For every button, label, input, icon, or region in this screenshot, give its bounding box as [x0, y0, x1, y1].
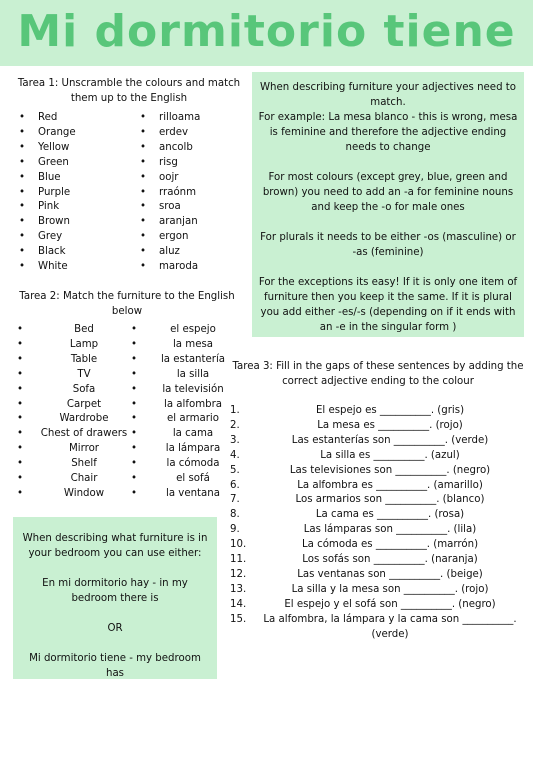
- sentence-text: La silla y la mesa son __________. (rojo): [291, 583, 489, 595]
- sentence-number: 3.: [230, 434, 240, 446]
- note-p2: For example: La mesa blanco - this is wrong, mesa is feminine and therefore the adjective ending needs to change: [258, 112, 518, 153]
- sentence-item: [230, 508, 524, 523]
- sentence-item: [230, 434, 524, 449]
- sentence-number: 12.: [230, 568, 247, 580]
- list-item: • la alfombra: [128, 398, 236, 413]
- task3-heading: Tarea 3: Fill in the gaps of these sentences by adding the correct adjective ending to the colour: [232, 361, 524, 387]
- bedroom-p1: When describing what furniture is in your bedroom you can use either:: [22, 533, 208, 559]
- list-item: • Red: [16, 111, 126, 126]
- sentence-text: La silla es __________. (azul): [320, 449, 460, 461]
- sentence-item: [230, 523, 524, 538]
- list-item: • Mirror: [14, 442, 132, 457]
- list-item: • Carpet: [14, 398, 132, 413]
- sentence-number: 6.: [230, 479, 240, 491]
- list-item: • Yellow: [16, 141, 126, 156]
- note-p4: For plurals it needs to be either -os (masculine) or -as (feminine): [260, 232, 516, 258]
- list-item: • la ventana: [128, 487, 236, 502]
- list-item: • maroda: [137, 260, 247, 275]
- sentence-item: [230, 598, 524, 613]
- sentence-text: Las lámparas son __________. (lila): [303, 524, 477, 536]
- sentence-number: 10.: [230, 539, 247, 551]
- sentence-item: [230, 464, 524, 479]
- sentence-text: Las estanterías son __________. (verde): [291, 434, 489, 446]
- list-item: • la televisión: [128, 383, 236, 398]
- list-item: • Blue: [16, 171, 126, 186]
- list-item: • el armario: [128, 412, 236, 427]
- bedroom-p3: OR: [107, 623, 123, 634]
- list-item: • rraónm: [137, 186, 247, 201]
- list-item: • Purple: [16, 186, 126, 201]
- list-item: • sroa: [137, 200, 247, 215]
- list-item: • TV: [14, 368, 132, 383]
- sentence-item: [230, 613, 524, 643]
- sentence-item: [230, 493, 524, 508]
- note-p1: When describing furniture your adjectives need to match.: [259, 82, 517, 108]
- sentence-number: 13.: [230, 583, 247, 595]
- note-p3: For most colours (except grey, blue, green and brown) you need to add an -a for feminine nouns and keep the -o for male ones: [262, 172, 514, 213]
- list-item: • Chair: [14, 472, 132, 487]
- list-item: • rilloama: [137, 111, 247, 126]
- task3-sentences: [230, 404, 524, 643]
- list-item: • ergon: [137, 230, 247, 245]
- sentence-number: 9.: [230, 524, 240, 536]
- list-item: • la lámpara: [128, 442, 236, 457]
- sentence-text: La mesa es __________. (rojo): [317, 419, 463, 431]
- task2-english-furniture: [14, 323, 132, 502]
- list-item: • erdev: [137, 126, 247, 141]
- sentence-item: [230, 568, 524, 583]
- sentence-number: 7.: [230, 494, 240, 506]
- sentence-number: 11.: [230, 554, 247, 566]
- list-item: • Wardrobe: [14, 412, 132, 427]
- sentence-text: La alfombra es __________. (amarillo): [297, 479, 483, 491]
- page-title: Mi dormitorio tiene: [17, 6, 516, 57]
- task1-english-colours: [16, 111, 126, 275]
- list-item: • Brown: [16, 215, 126, 230]
- list-item: • Orange: [16, 126, 126, 141]
- list-item: • aluz: [137, 245, 247, 260]
- sentence-item: [230, 419, 524, 434]
- list-item: • el espejo: [128, 323, 236, 338]
- list-item: • Sofa: [14, 383, 132, 398]
- sentence-text: La cama es __________. (rosa): [315, 509, 465, 521]
- list-item: • Chest of drawers: [14, 427, 132, 442]
- list-item: • Bed: [14, 323, 132, 338]
- sentence-item: [230, 553, 524, 568]
- list-item: • el sofá: [128, 472, 236, 487]
- sentence-number: 14.: [230, 598, 247, 610]
- list-item: • la cama: [128, 427, 236, 442]
- sentence-text: Los sofás son __________. (naranja): [302, 554, 478, 566]
- task2-heading: Tarea 2: Match the furniture to the English below: [19, 291, 235, 317]
- task1-heading: Tarea 1: Unscramble the colours and match them up to the English: [17, 78, 241, 104]
- sentence-item: [230, 404, 524, 419]
- sentence-number: 8.: [230, 509, 240, 521]
- sentence-text: La cómoda es __________. (marrón): [301, 539, 479, 551]
- list-item: • White: [16, 260, 126, 275]
- list-item: • aranjan: [137, 215, 247, 230]
- sentence-text: El espejo es __________. (gris): [315, 405, 465, 416]
- sentence-number: 2.: [230, 419, 240, 431]
- sentence-number: 4.: [230, 449, 240, 461]
- note-p5: For the exceptions its easy! If it is only one item of furniture then you keep it the same. If it is plural you add either -es/-s (depending on if it ends with an -e in the singular form ): [258, 277, 518, 333]
- sentence-number: 15.: [230, 613, 247, 625]
- sentence-item: [230, 479, 524, 494]
- sentence-number: 5.: [230, 464, 240, 476]
- bedroom-p4: Mi dormitorio tiene - my bedroom has: [29, 653, 201, 679]
- list-item: • Pink: [16, 200, 126, 215]
- adjective-note-box: [252, 72, 524, 337]
- list-item: • risg: [137, 156, 247, 171]
- list-item: • la cómoda: [128, 457, 236, 472]
- bedroom-description-box: [13, 517, 217, 679]
- sentence-text: El espejo y el sofá son __________. (negro): [284, 598, 496, 610]
- bedroom-p2: En mi dormitorio hay - in my bedroom there is: [42, 578, 188, 604]
- list-item: • Green: [16, 156, 126, 171]
- task1-scrambled-colours: [137, 111, 247, 275]
- list-item: • Window: [14, 487, 132, 502]
- sentence-item: [230, 538, 524, 553]
- sentence-text: La alfombra, la lámpara y la cama son __________. (verde): [263, 613, 517, 640]
- list-item: • oojr: [137, 171, 247, 186]
- list-item: • Black: [16, 245, 126, 260]
- list-item: • Grey: [16, 230, 126, 245]
- sentence-item: [230, 583, 524, 598]
- list-item: • la silla: [128, 368, 236, 383]
- sentence-number: 1.: [230, 405, 240, 416]
- sentence-item: [230, 449, 524, 464]
- sentence-text: Los armarios son __________. (blanco): [295, 494, 485, 506]
- list-item: • la estantería: [128, 353, 236, 368]
- list-item: • ancolb: [137, 141, 247, 156]
- task2-spanish-furniture: [128, 323, 236, 502]
- list-item: • la mesa: [128, 338, 236, 353]
- list-item: • Lamp: [14, 338, 132, 353]
- sentence-text: Las televisiones son __________. (negro): [289, 464, 491, 476]
- sentence-text: Las ventanas son __________. (beige): [297, 568, 483, 580]
- list-item: • Shelf: [14, 457, 132, 472]
- list-item: • Table: [14, 353, 132, 368]
